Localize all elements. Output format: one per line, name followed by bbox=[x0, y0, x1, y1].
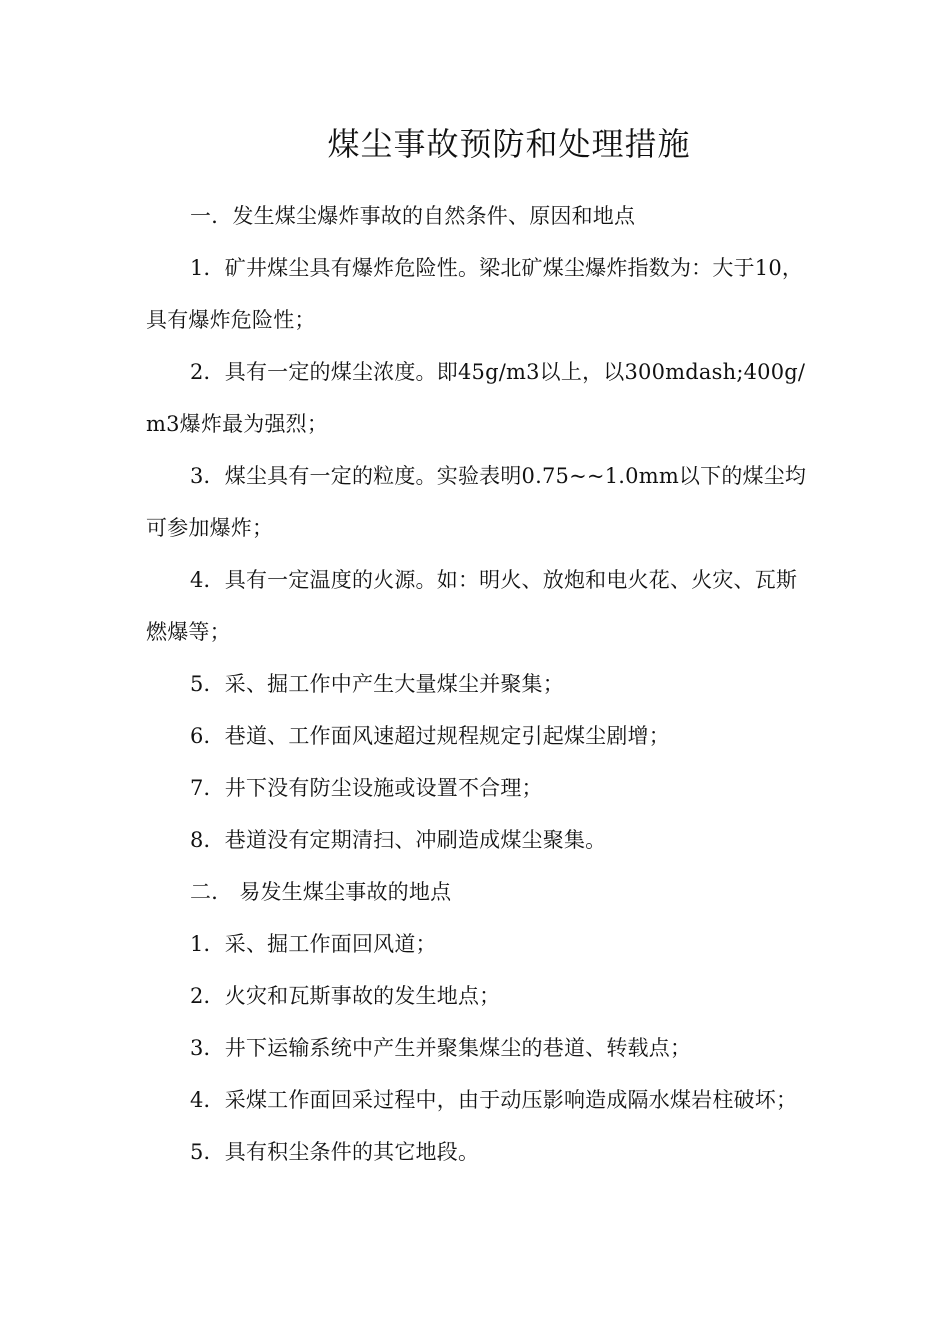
paragraph-2-4: 4．采煤工作面回采过程中，由于动压影响造成隔水煤岩柱破坏； bbox=[190, 1088, 798, 1112]
paragraph-1-4: 4．具有一定温度的火源。如：明火、放炮和电火花、火灾、瓦斯燃爆等； bbox=[146, 568, 798, 644]
paragraph-1-1: 1．矿井煤尘具有爆炸危险性。梁北矿煤尘爆炸指数为：大于10，具有爆炸危险性； bbox=[146, 256, 804, 332]
paragraph-1-6: 6．巷道、工作面风速超过规程规定引起煤尘剧增； bbox=[190, 724, 670, 748]
paragraph-2-2: 2．火灾和瓦斯事故的发生地点； bbox=[190, 984, 501, 1008]
paragraph-2-3: 3．井下运输系统中产生并聚集煤尘的巷道、转载点； bbox=[190, 1036, 692, 1060]
paragraph-2-1: 1．采、掘工作面回风道； bbox=[190, 932, 437, 956]
paragraph-1-2: 2．具有一定的煤尘浓度。即45g/m3以上，以300mdash;400g/m3爆炸最为强烈； bbox=[146, 360, 806, 436]
paragraph-1-3: 3．煤尘具有一定的粒度。实验表明0.75~~1.0mm以下的煤尘均可参加爆炸； bbox=[146, 464, 807, 540]
section-heading-2: 二． 易发生煤尘事故的地点 bbox=[190, 880, 452, 904]
paragraph-2-5: 5．具有积尘条件的其它地段。 bbox=[190, 1140, 480, 1164]
document-body bbox=[146, 190, 810, 1178]
paragraph-1-7: 7．井下没有防尘设施或设置不合理； bbox=[190, 776, 543, 800]
paragraph-1-8: 8．巷道没有定期清扫、冲刷造成煤尘聚集。 bbox=[190, 828, 607, 852]
paragraph-1-5: 5．采、掘工作中产生大量煤尘并聚集； bbox=[190, 672, 564, 696]
document-title: 煤尘事故预防和处理措施 bbox=[327, 125, 691, 163]
section-heading-1: 一．发生煤尘爆炸事故的自然条件、原因和地点 bbox=[190, 204, 636, 228]
